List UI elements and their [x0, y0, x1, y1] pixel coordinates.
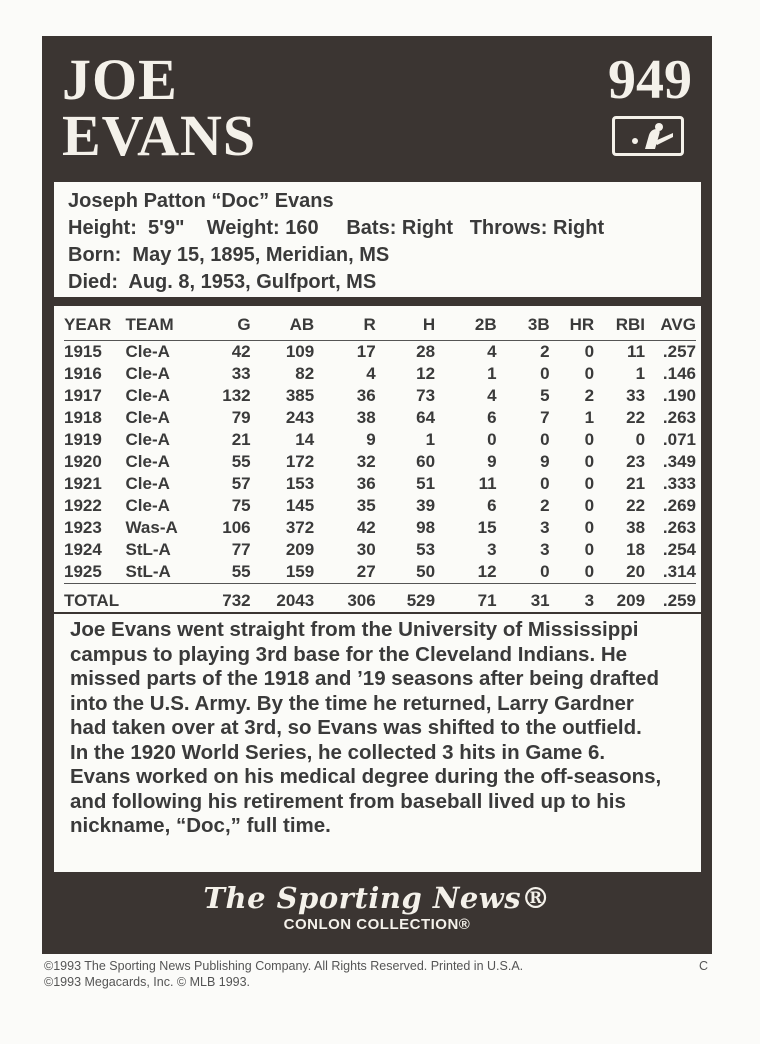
stats-header-avg: AVG: [645, 313, 696, 341]
stats-total-ab: 2043: [251, 584, 315, 616]
stats-cell-h: 51: [416, 474, 436, 493]
stats-cell-rbi: 38: [626, 518, 646, 537]
stats-cell-rbi: 18: [626, 540, 646, 559]
stats-cell-g: 21: [231, 430, 251, 449]
stats-cell-h: 39: [416, 496, 436, 515]
stats-total-row: [64, 584, 696, 616]
stats-total-g: 732: [202, 584, 251, 616]
stats-header-r: R: [314, 313, 376, 341]
stats-cell-2b: 6: [487, 496, 497, 515]
biography-line: missed parts of the 1918 and ’19 seasons after being drafted: [70, 667, 660, 690]
stats-row: [64, 341, 696, 364]
stats-cell-avg: .269: [662, 496, 696, 515]
stats-cell-year: 1923: [64, 518, 102, 537]
stats-header-row: [64, 313, 696, 341]
stats-row: [64, 517, 696, 539]
stats-total-2b: 71: [435, 584, 497, 616]
stats-cell-team: Cle-A: [125, 364, 170, 383]
bio-born: Born: May 15, 1895, Meridian, MS: [68, 244, 390, 266]
stats-cell-team: Cle-A: [125, 452, 170, 471]
brand-name: The Sporting News®: [203, 881, 551, 915]
stats-cell-hr: 0: [584, 430, 595, 449]
stats-cell-h: 64: [416, 408, 436, 427]
stats-cell-avg: .333: [662, 474, 696, 493]
stats-cell-team: StL-A: [125, 540, 171, 559]
stats-cell-avg: .071: [662, 430, 696, 449]
stats-row: [64, 429, 696, 451]
stats-row: [64, 385, 696, 407]
stats-cell-h: 53: [416, 540, 436, 559]
stats-cell-ab: 153: [285, 474, 315, 493]
stats-cell-ab: 243: [285, 408, 315, 427]
stats-total-team: [126, 584, 202, 616]
stats-cell-r: 38: [356, 408, 376, 427]
brand-block: [42, 880, 712, 934]
stats-total-hr: 3: [550, 584, 595, 616]
stats-cell-r: 36: [356, 386, 376, 405]
bio-panel: [54, 182, 701, 297]
stats-cell-3b: 3: [540, 540, 550, 559]
stats-total-r: 306: [314, 584, 376, 616]
mlb-logo-icon: [612, 116, 684, 156]
stats-cell-avg: .257: [662, 342, 696, 361]
stats-header-g: G: [202, 313, 251, 341]
stats-cell-3b: 5: [540, 386, 550, 405]
copyright-footer: [44, 958, 712, 990]
stats-total-h: 529: [376, 584, 435, 616]
stats-cell-g: 106: [222, 518, 251, 537]
stats-header-hr: HR: [550, 313, 595, 341]
biography-line: Evans worked on his medical degree during the off-seasons,: [70, 765, 662, 788]
stats-cell-team: Was-A: [125, 518, 178, 537]
stats-cell-g: 57: [231, 474, 251, 493]
stats-cell-ab: 82: [295, 364, 315, 383]
stats-header-year: YEAR: [64, 313, 126, 341]
stats-cell-h: 60: [416, 452, 436, 471]
stats-cell-g: 75: [231, 496, 251, 515]
stats-cell-r: 36: [356, 474, 376, 493]
brand-subtitle: CONLON COLLECTION®: [283, 916, 471, 933]
stats-cell-team: Cle-A: [125, 474, 170, 493]
stats-cell-hr: 0: [584, 474, 595, 493]
stats-cell-avg: .254: [662, 540, 696, 559]
stats-row: [64, 451, 696, 473]
stats-cell-hr: 0: [584, 452, 595, 471]
stats-cell-h: 1: [425, 430, 436, 449]
stats-row: [64, 473, 696, 495]
stats-cell-3b: 0: [540, 364, 550, 383]
stats-row: [64, 407, 696, 429]
stats-cell-year: 1919: [64, 430, 102, 449]
stats-cell-r: 30: [356, 540, 376, 559]
stats-cell-3b: 2: [540, 496, 550, 515]
stats-cell-g: 55: [231, 452, 251, 471]
biography-line: into the U.S. Army. By the time he returned, Larry Gardner: [70, 691, 634, 715]
stats-cell-rbi: 21: [626, 474, 646, 493]
stats-header-team: TEAM: [126, 313, 202, 341]
biography-panel: [54, 614, 701, 872]
stats-cell-g: 33: [231, 364, 251, 383]
stats-cell-2b: 4: [487, 386, 497, 405]
stats-cell-rbi: 33: [626, 386, 646, 405]
stats-cell-year: 1915: [64, 342, 102, 361]
stats-cell-year: 1918: [64, 408, 102, 427]
stats-cell-r: 9: [366, 430, 376, 449]
bio-height-weight: Height: 5'9" Weight: 160 Bats: Right Throws: Right: [68, 217, 605, 239]
card-number: 949: [608, 49, 692, 111]
biography-line: and following his retirement from baseball lived up to his: [70, 789, 626, 813]
stats-cell-hr: 2: [584, 386, 595, 405]
biography-line: Joe Evans went straight from the University of Mississippi: [70, 618, 639, 641]
stats-cell-year: 1925: [64, 562, 102, 581]
stats-cell-3b: 9: [540, 452, 550, 471]
stats-row: [64, 561, 696, 584]
stats-cell-ab: 385: [285, 386, 315, 405]
stats-header-2b: 2B: [435, 313, 497, 341]
stats-cell-2b: 15: [477, 518, 497, 537]
stats-cell-ab: 109: [285, 342, 315, 361]
stats-cell-g: 79: [231, 408, 251, 427]
player-last-name: EVANS: [62, 103, 257, 168]
stats-cell-r: 4: [366, 364, 376, 383]
stats-table: [64, 313, 696, 615]
stats-cell-ab: 209: [285, 540, 315, 559]
stats-cell-team: Cle-A: [125, 430, 170, 449]
stats-cell-g: 42: [231, 342, 251, 361]
stats-cell-2b: 6: [487, 408, 497, 427]
stats-cell-year: 1922: [64, 496, 102, 515]
stats-cell-h: 73: [416, 386, 436, 405]
stats-cell-avg: .263: [662, 518, 696, 537]
copyright-line-2: ©1993 Megacards, Inc. © MLB 1993.: [44, 975, 251, 989]
stats-row: [64, 495, 696, 517]
stats-cell-2b: 0: [487, 430, 497, 449]
stats-cell-r: 35: [356, 496, 376, 515]
stats-cell-year: 1916: [64, 364, 102, 383]
stats-cell-r: 42: [356, 518, 376, 537]
player-first-name: JOE: [62, 47, 178, 112]
stats-cell-h: 28: [416, 342, 436, 361]
stats-cell-2b: 9: [487, 452, 497, 471]
stats-cell-ab: 159: [285, 562, 315, 581]
stats-cell-2b: 12: [477, 562, 497, 581]
stats-cell-hr: 0: [584, 518, 595, 537]
stats-cell-rbi: 23: [626, 452, 646, 471]
stats-cell-avg: .314: [662, 562, 696, 581]
stats-row: [64, 539, 696, 561]
stats-cell-r: 27: [356, 562, 376, 581]
stats-cell-year: 1924: [64, 540, 102, 559]
stats-cell-2b: 4: [487, 342, 497, 361]
stats-cell-year: 1921: [64, 474, 102, 493]
stats-total-rbi: 209: [594, 584, 645, 616]
biography-line: nickname, “Doc,” full time.: [70, 814, 331, 837]
stats-cell-team: Cle-A: [125, 386, 170, 405]
stats-total-3b: 31: [497, 584, 550, 616]
stats-cell-rbi: 22: [626, 496, 646, 515]
biography-line: campus to playing 3rd base for the Cleveland Indians. He: [70, 642, 628, 666]
stats-cell-h: 50: [416, 562, 436, 581]
stats-cell-g: 77: [231, 540, 251, 559]
stats-cell-team: Cle-A: [125, 496, 170, 515]
biography-line: In the 1920 World Series, he collected 3 hits in Game 6.: [70, 740, 606, 764]
stats-cell-hr: 0: [584, 342, 595, 361]
stats-cell-r: 32: [356, 452, 376, 471]
stats-cell-rbi: 1: [635, 364, 646, 383]
stats-cell-hr: 0: [584, 562, 595, 581]
stats-header-ab: AB: [251, 313, 315, 341]
stats-cell-3b: 3: [540, 518, 550, 537]
stats-cell-h: 98: [416, 518, 436, 537]
player-name: [62, 47, 257, 168]
stats-cell-avg: .349: [662, 452, 696, 471]
biography-text: [70, 618, 687, 839]
stats-cell-avg: .146: [662, 364, 696, 383]
stats-cell-rbi: 22: [626, 408, 646, 427]
stats-cell-hr: 0: [584, 496, 595, 515]
bio-full-name: Joseph Patton “Doc” Evans: [68, 190, 334, 212]
card-code: C: [698, 959, 708, 973]
stats-header-h: H: [376, 313, 435, 341]
stats-cell-year: 1920: [64, 452, 102, 471]
stats-cell-3b: 2: [540, 342, 550, 361]
stats-cell-3b: 7: [540, 408, 550, 427]
stats-total-avg: .259: [645, 584, 696, 616]
stats-row: [64, 363, 696, 385]
stats-cell-2b: 3: [487, 540, 497, 559]
stats-cell-2b: 11: [478, 474, 497, 493]
stats-cell-h: 12: [416, 364, 436, 383]
bio-died: Died: Aug. 8, 1953, Gulfport, MS: [68, 271, 377, 293]
stats-cell-3b: 0: [540, 562, 550, 581]
biography-line: had taken over at 3rd, so Evans was shifted to the outfield.: [70, 716, 642, 739]
stats-cell-ab: 372: [285, 518, 315, 537]
stats-cell-year: 1917: [64, 386, 102, 405]
stats-panel: [54, 306, 701, 612]
stats-cell-team: Cle-A: [125, 408, 170, 427]
stats-cell-ab: 172: [285, 452, 315, 471]
stats-header-rbi: RBI: [594, 313, 645, 341]
stats-cell-rbi: 20: [626, 562, 646, 581]
stats-cell-team: StL-A: [125, 562, 171, 581]
stats-cell-avg: .263: [662, 408, 696, 427]
stats-cell-g: 55: [231, 562, 251, 581]
copyright-line-1: ©1993 The Sporting News Publishing Company. All Rights Reserved. Printed in U.S.A.: [44, 959, 524, 973]
stats-cell-3b: 0: [540, 430, 550, 449]
stats-cell-rbi: 11: [627, 342, 646, 361]
stats-cell-g: 132: [222, 386, 251, 405]
stats-header-3b: 3B: [497, 313, 550, 341]
stats-cell-ab: 145: [285, 496, 315, 515]
stats-cell-2b: 1: [487, 364, 497, 383]
stats-cell-hr: 0: [584, 540, 595, 559]
stats-cell-r: 17: [356, 342, 376, 361]
stats-cell-avg: .190: [662, 386, 696, 405]
stats-cell-3b: 0: [540, 474, 550, 493]
stats-cell-rbi: 0: [635, 430, 646, 449]
stats-cell-ab: 14: [295, 430, 315, 449]
stats-total-year: TOTAL: [64, 584, 126, 616]
stats-cell-hr: 1: [584, 408, 595, 427]
stats-cell-hr: 0: [584, 364, 595, 383]
stats-cell-team: Cle-A: [125, 342, 170, 361]
